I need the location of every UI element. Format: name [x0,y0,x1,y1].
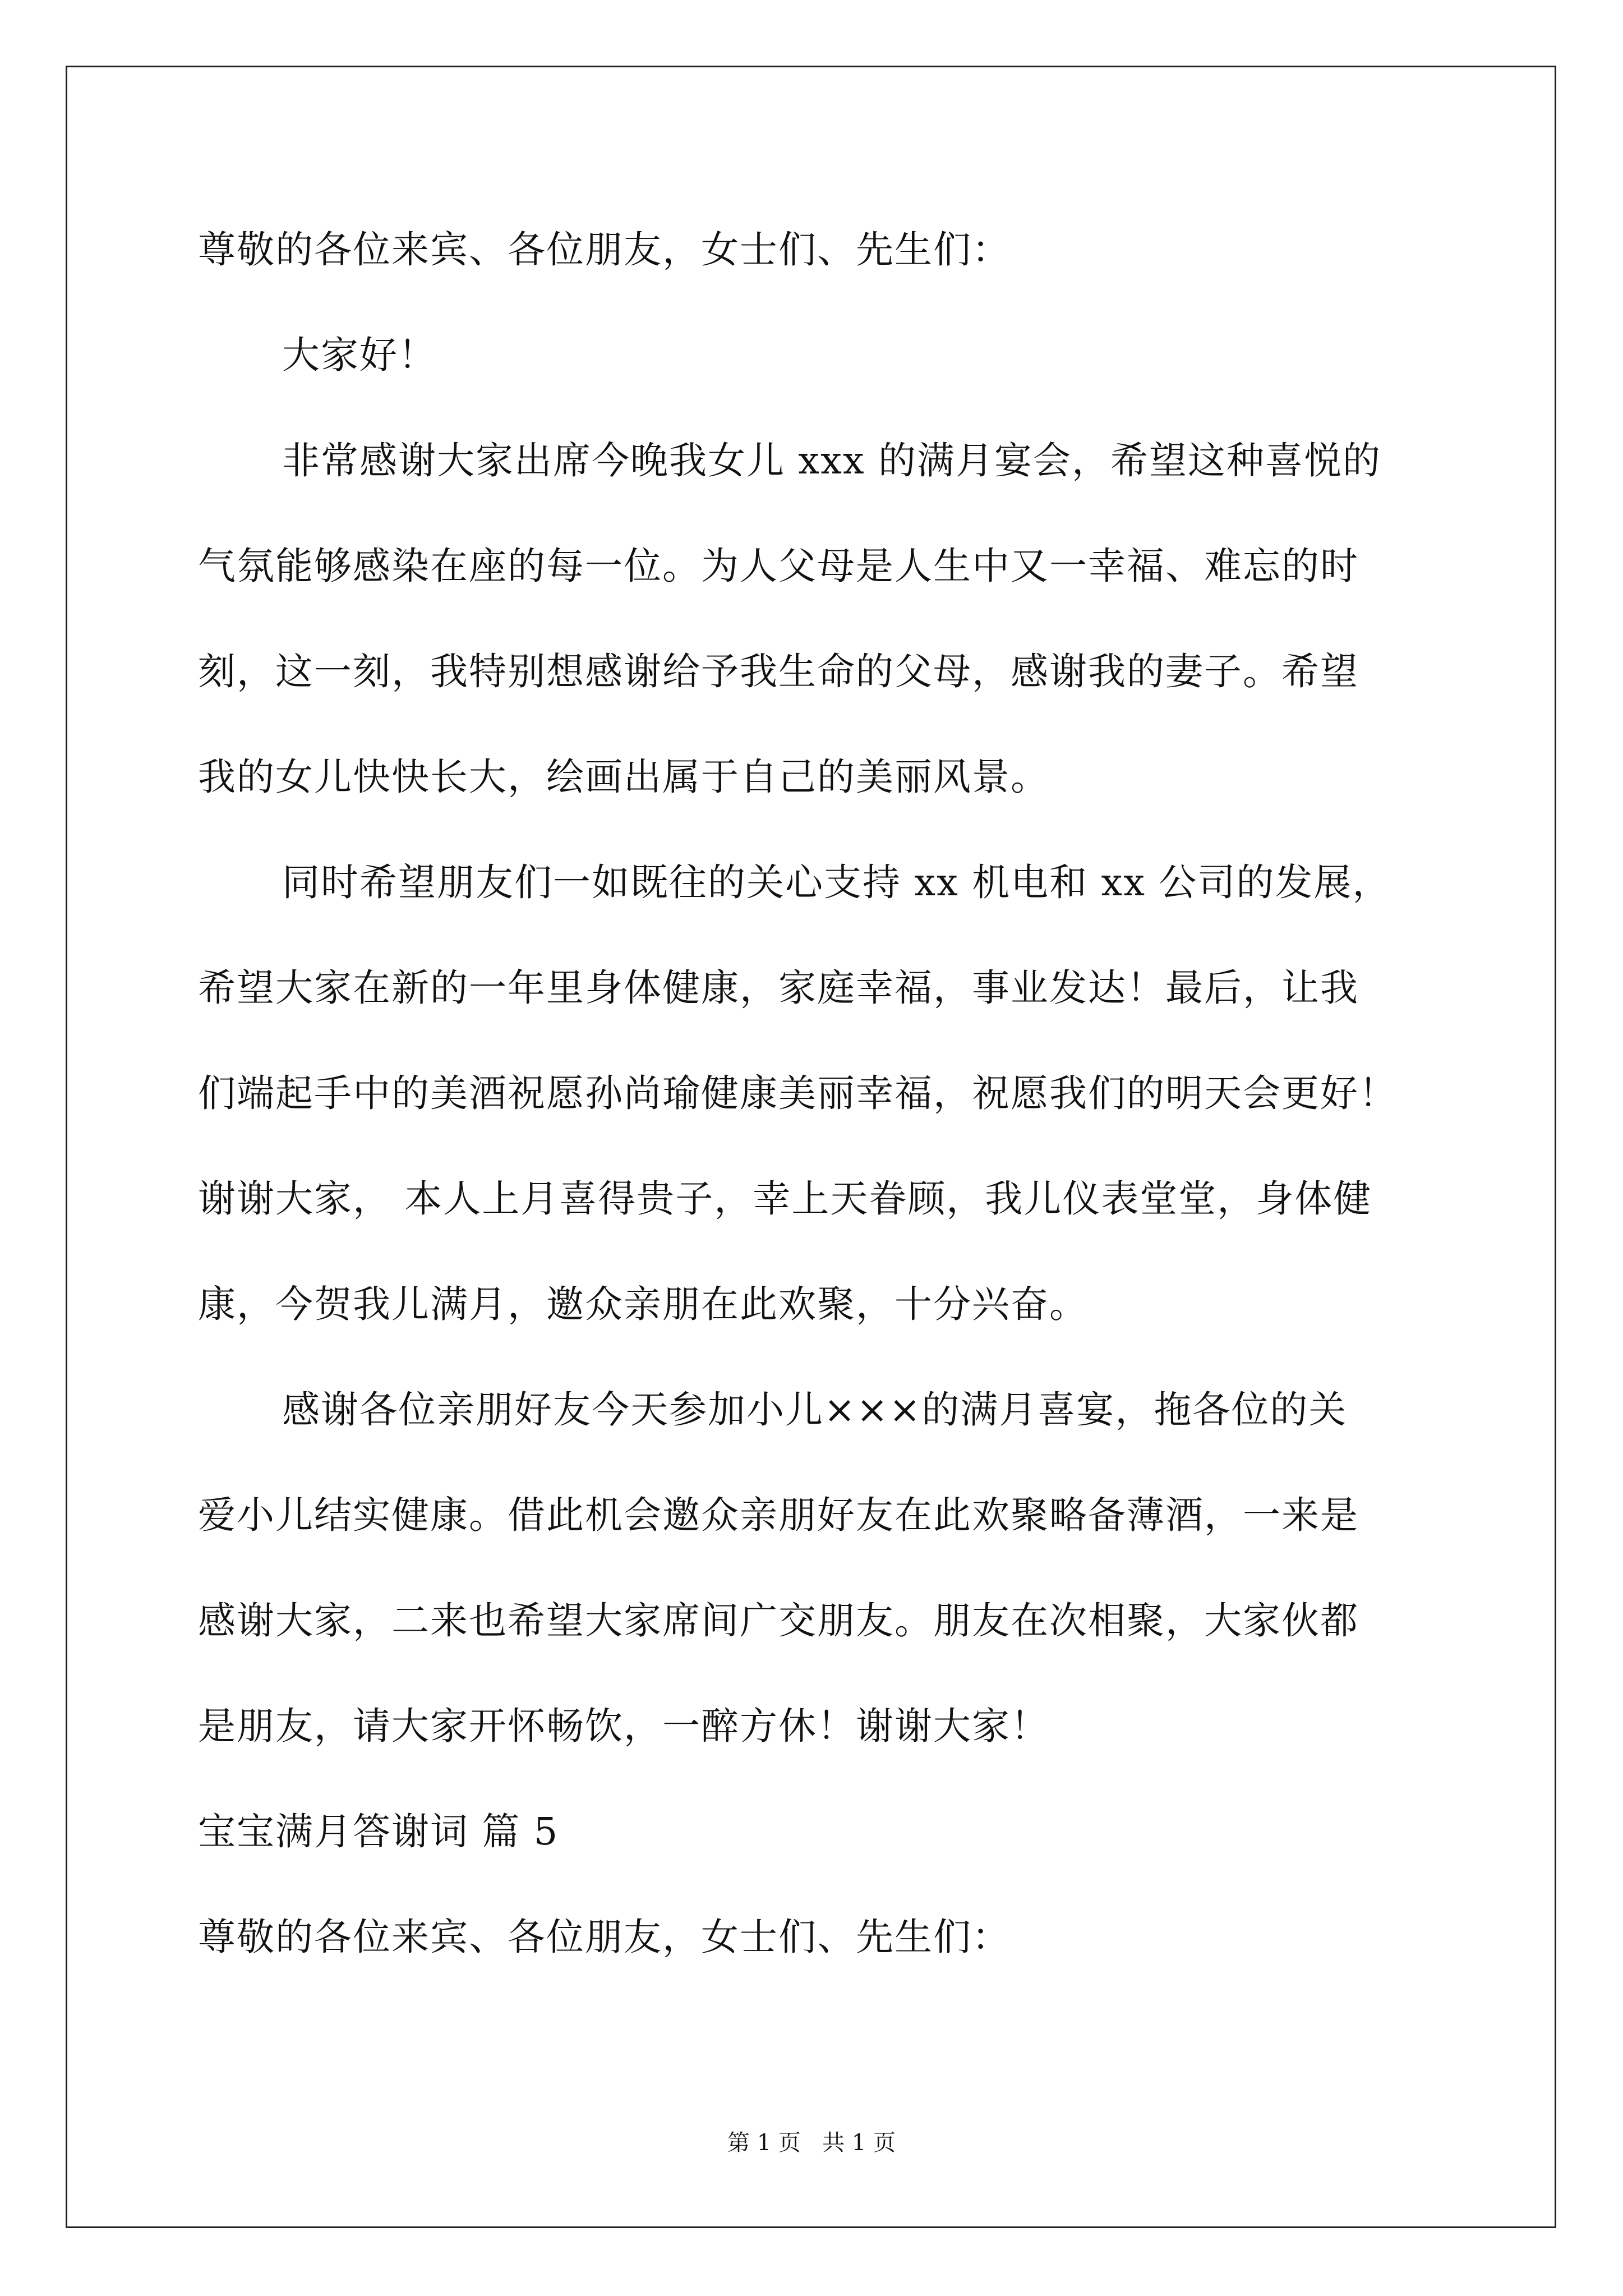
paragraph-line: 是朋友，请大家开怀畅饮，一醉方休！谢谢大家！ [198,1704,1049,1748]
paragraph-line: 同时希望朋友们一如既往的关心支持 xx 机电和 xx 公司的发展， [282,861,1391,904]
paragraph-line: 们端起手中的美酒祝愿孙尚瑜健康美丽幸福，祝愿我们的明天会更好！ [198,1071,1398,1115]
paragraph-line: 感谢大家，二来也希望大家席间广交朋友。朋友在次相聚，大家伙都 [198,1599,1359,1642]
paragraph-line: 气氛能够感染在座的每一位。为人父母是人生中又一幸福、难忘的时 [198,544,1359,588]
salutation-line: 尊敬的各位来宾、各位朋友，女士们、先生们： [198,228,1011,272]
paragraph-line: 非常感谢大家出席今晚我女儿 xxx 的满月宴会，希望这种喜悦的 [282,439,1381,482]
paragraph-line: 感谢各位亲朋好友今天参加小儿×××的满月喜宴，拖各位的关 [282,1388,1348,1432]
greeting-line: 大家好！ [282,333,437,377]
paragraph-line: 我的女儿快快长大，绘画出属于自己的美丽风景。 [198,755,1049,799]
paragraph-line: 爱小儿结实健康。借此机会邀众亲朋好友在此欢聚略备薄酒，一来是 [198,1493,1359,1537]
page-footer: 第 1 页 共 1 页 [727,2130,896,2156]
salutation-line: 尊敬的各位来宾、各位朋友，女士们、先生们： [198,1915,1011,1959]
paragraph-line: 刻，这一刻，我特别想感谢给予我生命的父母，感谢我的妻子。希望 [198,650,1359,693]
page-border [66,66,1556,2228]
paragraph-line: 康，今贺我儿满月，邀众亲朋在此欢聚，十分兴奋。 [198,1282,1088,1326]
paragraph-line: 希望大家在新的一年里身体健康，家庭幸福，事业发达！最后，让我 [198,966,1359,1010]
section-heading: 宝宝满月答谢词 篇 5 [198,1810,559,1853]
paragraph-line: 谢谢大家， 本人上月喜得贵子，幸上天眷顾，我儿仪表堂堂，身体健 [198,1177,1372,1221]
